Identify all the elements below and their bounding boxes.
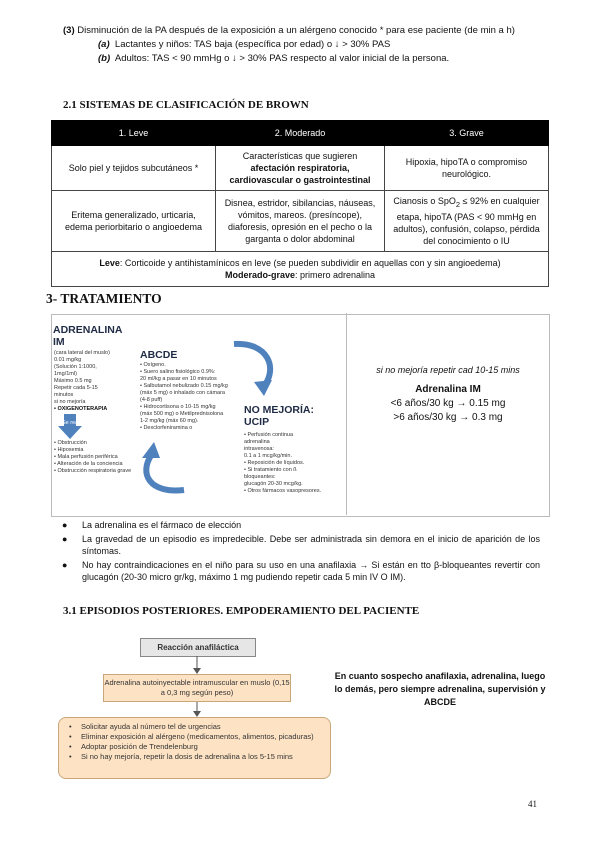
bullet-text: La adrenalina es el fármaco de elección: [82, 520, 242, 530]
abcde-line: (máx 5 mg) o inhalado con cámara: [140, 390, 225, 396]
adrenalina-line: • OXIGENOTERAPIA: [54, 406, 108, 412]
ucip-line: • Si tratamiento con ß: [244, 467, 297, 473]
adrenalina-line: Repetir cada 5-15: [54, 385, 98, 391]
box-divider: [346, 313, 347, 515]
abcde-line: (máx 500 mg) o Metilprednisolona: [140, 411, 224, 417]
criterion-3-number: (3): [63, 25, 75, 36]
list-item: [62, 559, 540, 584]
flow-action-item: • Solicitar ayuda al número tel de urgencias: [81, 722, 324, 732]
ucip-line: • Reposición de líquidos.: [244, 460, 305, 466]
abcde-line: (4-8 puff): [140, 397, 163, 403]
dose-over-6: >6 años/30 kg → 0.3 mg: [393, 412, 503, 423]
bullet-icon: ●: [62, 520, 68, 530]
ucip-line: intravenosa:: [244, 446, 274, 452]
table-footer: [52, 251, 549, 286]
abcde-line: • Salbutamol nebulizado 0.15 mg/kg: [140, 383, 228, 389]
bullet-icon: ●: [62, 559, 68, 570]
cell-grave-2: [384, 191, 548, 252]
header-grave: 3. Grave: [384, 121, 548, 146]
flow-action-item: • Adoptar posición de Trendelenburg: [81, 742, 324, 752]
cell-moderado-1: [216, 146, 385, 191]
flow-reaction-box: Reacción anafiláctica: [140, 638, 256, 657]
ucip-line: 0.1 a 1 mcg/kg/min.: [244, 453, 292, 459]
ucip-line: • Perfusión continua: [244, 432, 294, 438]
flow-action-item: • Eliminar exposición al alérgeno (medicamentos, alimentos, picaduras): [81, 732, 324, 742]
criterion-a-text: Lactantes y niños: TAS baja (específica por edad) o ↓ > 30% PAS: [114, 39, 391, 50]
bullet-text: No hay contraindicaciones en el niño para su uso en una anafilaxia → Si están en tto β-bloqueantes revertir con glucagón (20-30 micro gr/kg, máximo 1 mg pudiendo repetir cada 5 min IV O IM).: [82, 559, 540, 582]
abcde-line: • Suero salino fisiológico 0.9%:: [140, 369, 216, 375]
flow-adrenalina-box: Adrenalina autoinyectable intramuscular en muslo (0,15 a 0,3 mg según peso): [103, 674, 291, 702]
table-footer-row: [52, 251, 549, 286]
flow-actions-box: [58, 717, 331, 779]
adrenalina-line: (cara lateral del muslo): [54, 350, 110, 356]
adrenalina-line: 1mg/1ml): [54, 371, 77, 377]
cell-grave-1: Hipoxia, hipoTA o compromiso neurológico.: [384, 146, 548, 191]
adrenalina-line: minutos: [54, 392, 74, 398]
header-leve: 1. Leve: [52, 121, 216, 146]
repeat-note: si no mejoría repetir cad 10-15 mins: [376, 365, 520, 375]
ucip-line: bloqueantes:: [244, 474, 276, 480]
criterion-a-label: (a): [98, 39, 110, 50]
abcde-line: • Hidrocortisona o 10-15 mg/kg: [140, 404, 216, 410]
brown-classification-table: [51, 120, 549, 287]
cell-grave-2-post: ≤ 92% en cualquier etapa, hipoTA (PAS < 90 mmHg en adultos), confusión, colapso, pérdida del conocimiento o IU: [393, 196, 540, 246]
adrenalina-after-list: [54, 440, 132, 475]
cell-moderado-1-bold: afectación respiratoria, cardiovascular o gastrointestinal: [229, 163, 371, 185]
ucip-details: [244, 432, 334, 495]
criterion-3-text: Disminución de la PA después de la exposición a un alérgeno conocido * para ese paciente (de min a h): [77, 25, 515, 36]
section-3-title: 3- TRATAMIENTO: [46, 291, 162, 306]
cell-grave-2-sub: 2: [455, 199, 461, 209]
arrow-label: Se realiza: [62, 420, 87, 426]
table-row: [52, 146, 549, 191]
ucip-line: adrenalina: [244, 439, 270, 445]
table-row: [52, 191, 549, 252]
list-item: [62, 533, 540, 558]
cell-leve-1: Solo piel y tejidos subcutáneos *: [52, 146, 216, 191]
adrenalina-line: si no mejoría: [54, 399, 86, 405]
abcde-title: ABCDE: [140, 349, 178, 361]
footer-leve-label: Leve: [99, 257, 120, 268]
flow-arrow-icon: [193, 656, 201, 674]
curved-arrow-up-icon: [130, 440, 190, 496]
flow-arrow-icon: [193, 702, 201, 718]
criterion-3: [63, 24, 593, 37]
curved-arrow-down-icon: [228, 336, 280, 398]
dose-title: Adrenalina IM: [415, 384, 481, 395]
adrenalina-after-item: • Obstrucción: [54, 440, 87, 446]
adrenalina-after-item: • Obstrucción respiratoria grave: [54, 468, 132, 474]
down-arrow-icon: [56, 414, 87, 440]
cell-leve-2: Eritema generalizado, urticaria, edema periorbitario o angioedema: [52, 191, 216, 252]
criterion-b: [98, 52, 588, 65]
ucip-line: glucagón 20-30 mcg/kg.: [244, 481, 303, 487]
bullet-text: La gravedad de un episodio es impredecible. Debe ser administrada sin demora en el inicio de aparición de los síntomas.: [82, 533, 540, 556]
side-note: En cuanto sospecho anafilaxia, adrenalina, luego lo demás, pero siempre adrenalina, supervisión y ABCDE: [334, 671, 546, 707]
abcde-line: 1-2 mg/kg (máx 60 mg).: [140, 418, 199, 424]
list-item: [62, 519, 540, 532]
ucip-title-line-1: NO MEJORÍA:: [244, 404, 315, 416]
section-2-1-title: 2.1 SISTEMAS DE CLASIFICACIÓN DE BROWN: [63, 99, 309, 111]
abcde-line: 20 ml/kg a pasar en 10 minutos: [140, 376, 217, 382]
criterion-b-text: Adultos: TAS < 90 mmHg o ↓ > 30% PAS respecto al valor inicial de la persona.: [114, 53, 450, 64]
dose-under-6: <6 años/30 kg → 0.15 mg: [390, 398, 506, 409]
cell-moderado-2: Disnea, estridor, sibilancias, náuseas, vómitos, mareos. (presíncope), diaforesis, opresión en el pecho o la garganta o dolor abdominal: [216, 191, 385, 252]
footer-leve-text: : Corticoide y antihistamínicos en leve (se pueden subdividir en aquellas con y sin angioedema): [119, 257, 501, 268]
adrenalina-title-line-1: ADRENALINA: [53, 324, 123, 336]
criterion-a: [98, 38, 588, 51]
flow-action-item: • Si no hay mejoría, repetir la dosis de adrenalina a los 5-15 mins: [81, 752, 324, 762]
adrenalina-title-line-2: IM: [53, 336, 65, 348]
ucip-title-line-2: UCIP: [244, 416, 270, 428]
abcde-details: [140, 362, 238, 432]
adrenalina-after-item: • Hipoxemia: [54, 447, 84, 453]
ucip-line: • Otros fármacos vasopresores.: [244, 488, 322, 494]
adrenalina-after-item: • Alteración de la conciencia: [54, 461, 123, 467]
page-number: 41: [528, 799, 537, 809]
criterion-b-label: (b): [98, 53, 111, 64]
adrenalina-line: 0.01 mg/kg: [54, 357, 82, 363]
ucip-title: [244, 404, 314, 428]
cell-grave-2-pre: Cianosis o SpO: [393, 196, 456, 206]
cell-moderado-1-pre: Características que sugieren: [242, 151, 358, 161]
adrenalina-line: (Solución 1:1000,: [54, 364, 97, 370]
adrenalina-line: Máximo 0.5 mg: [54, 378, 92, 384]
abcde-line: • Oxígeno.: [140, 362, 166, 368]
adrenalina-details: [54, 350, 126, 413]
footer-moderado-text: : primero adrenalina: [294, 269, 376, 280]
section-3-1-title: 3.1 EPISODIOS POSTERIORES. EMPODERAMIENTO DEL PACIENTE: [63, 605, 420, 617]
adrenalina-after-item: • Mala perfusión periférica: [54, 454, 118, 460]
header-moderado: 2. Moderado: [216, 121, 385, 146]
bullet-icon: ●: [62, 533, 68, 544]
adrenalina-title: [53, 324, 122, 348]
abcde-line: • Dexclorfeniramina o: [140, 425, 193, 431]
footer-moderado-label: Moderado-grave: [224, 269, 295, 280]
treatment-bullets: [62, 519, 540, 585]
